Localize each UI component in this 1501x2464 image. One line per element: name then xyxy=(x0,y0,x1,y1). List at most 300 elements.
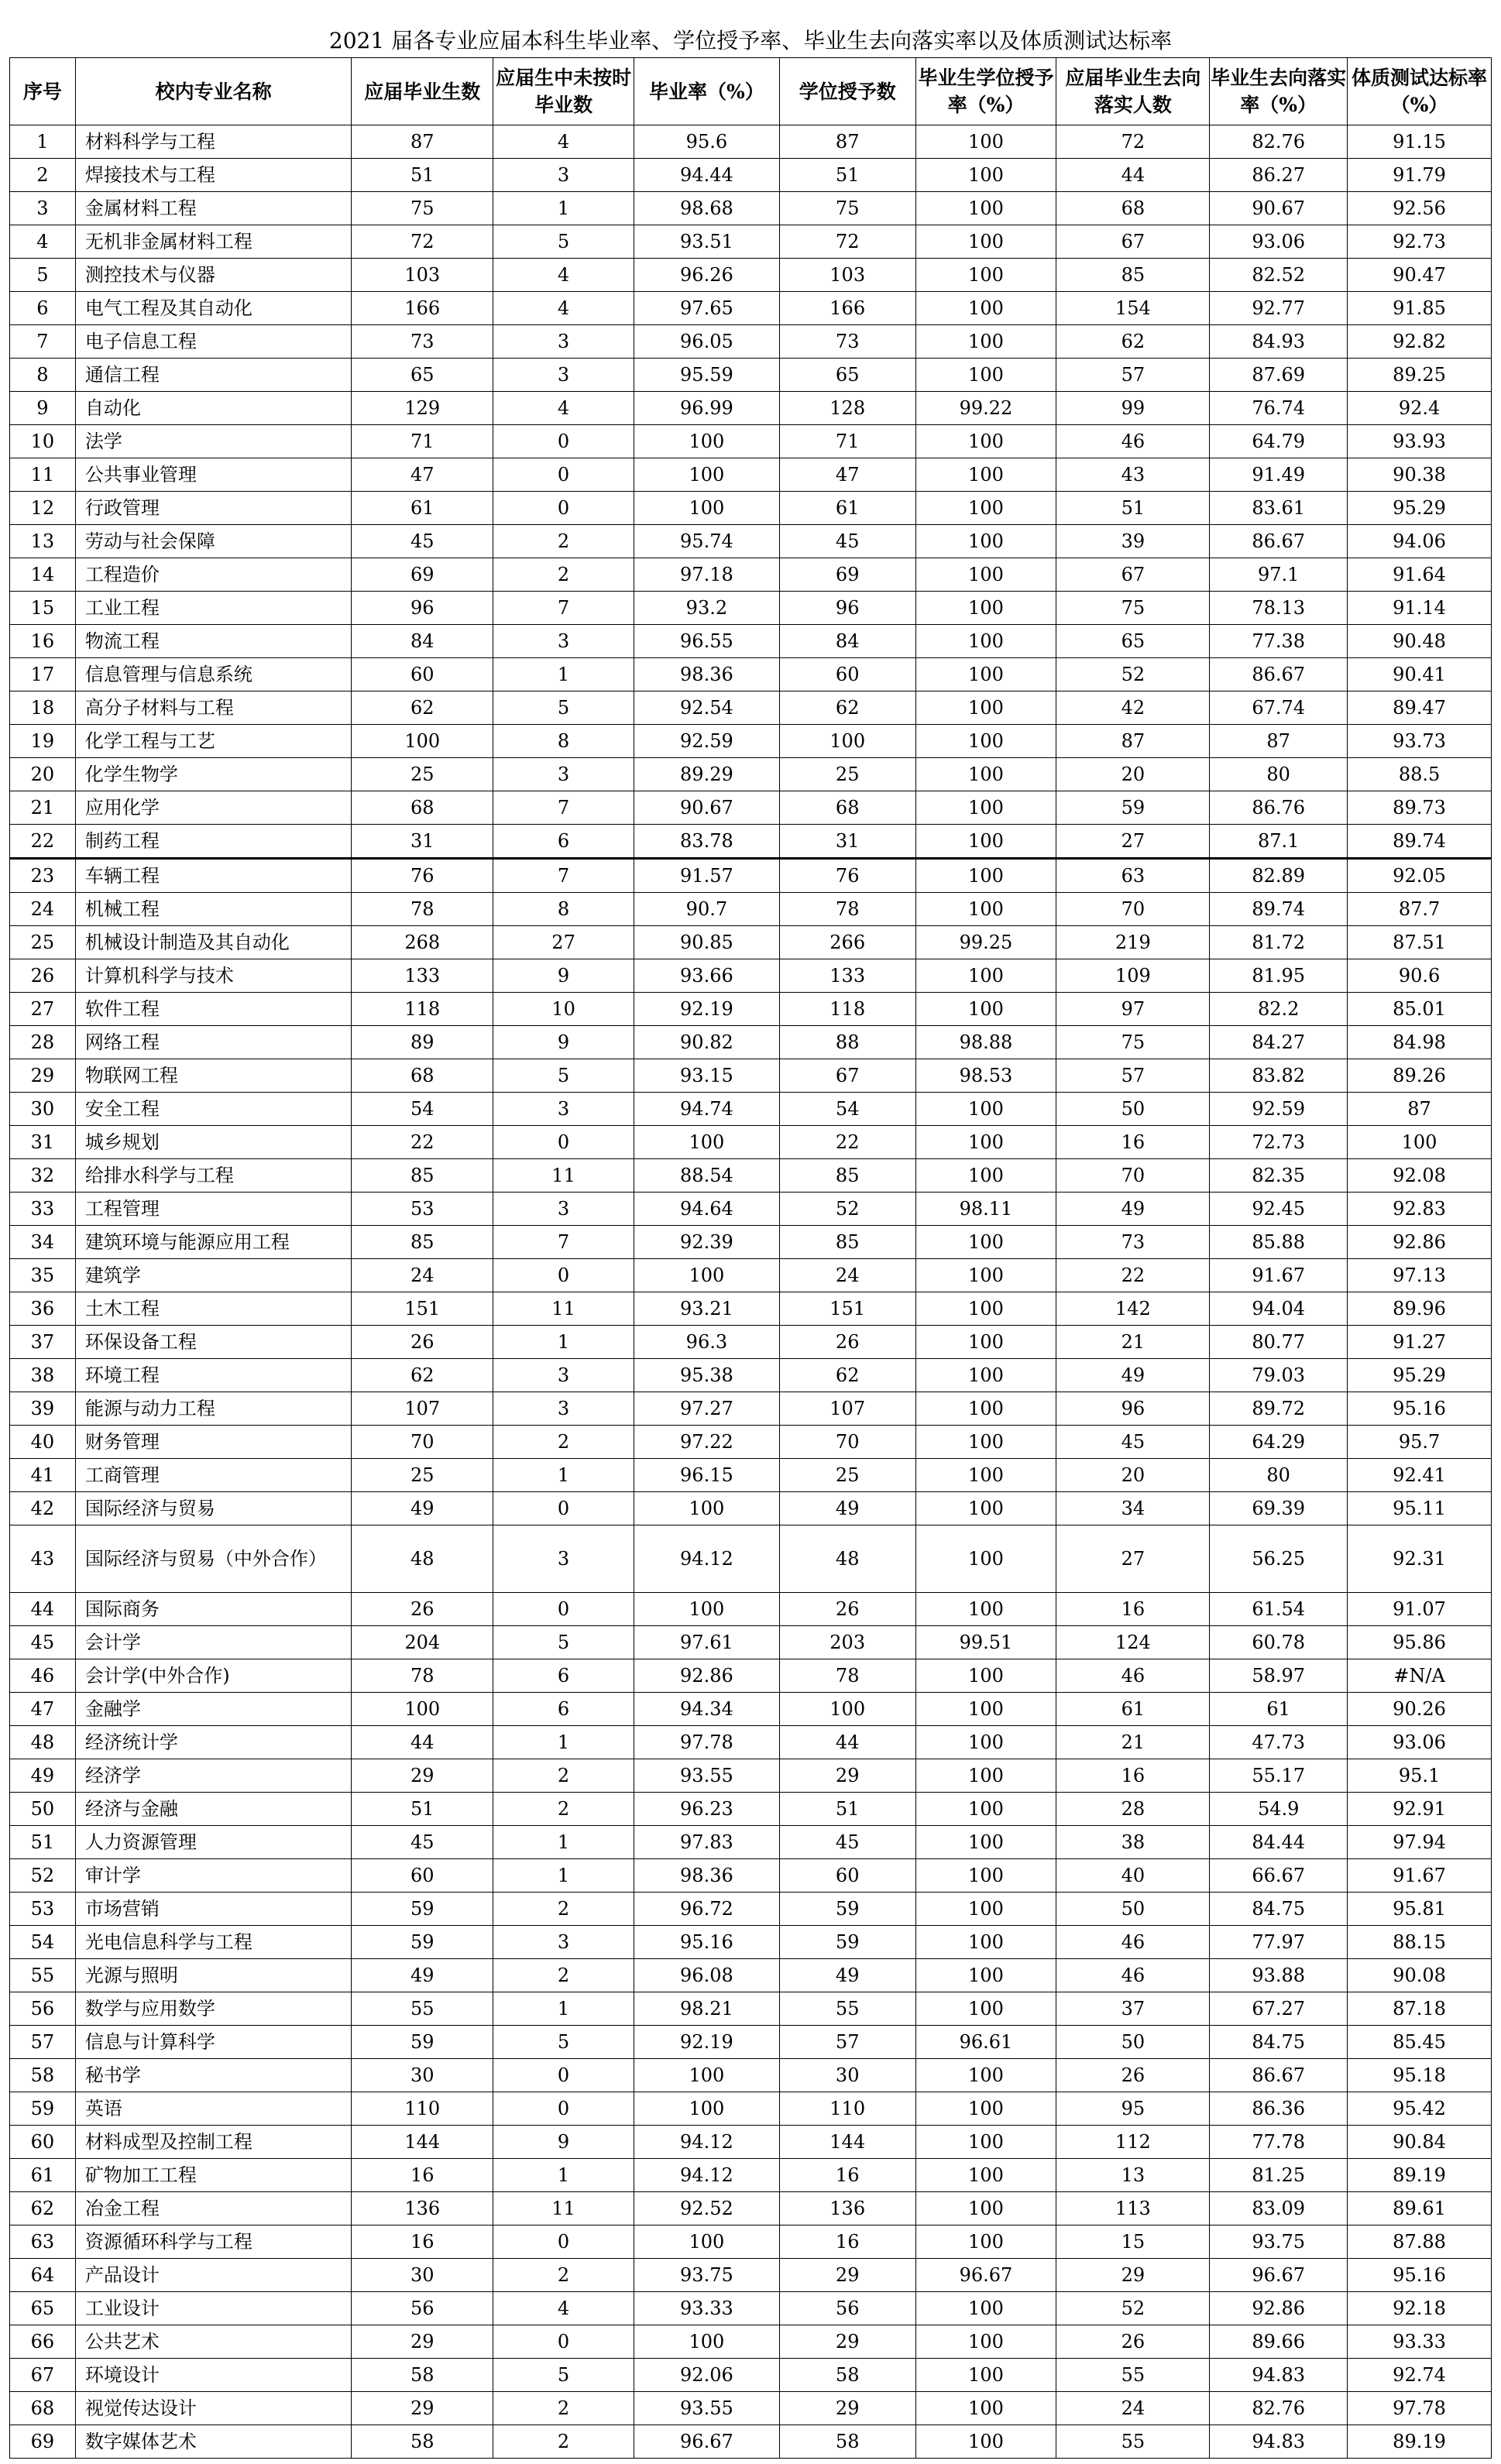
value-cell: 46 xyxy=(1056,1959,1210,1992)
value-cell: 2 xyxy=(493,2392,634,2425)
value-cell: 100 xyxy=(915,725,1056,758)
row-number-cell: 28 xyxy=(10,1026,76,1059)
value-cell: 54 xyxy=(352,1093,493,1126)
value-cell: 95.16 xyxy=(1348,1392,1492,1426)
row-number-cell: 38 xyxy=(10,1359,76,1392)
value-cell: 46 xyxy=(1056,1659,1210,1693)
major-name-cell: 冶金工程 xyxy=(75,2192,352,2225)
value-cell: 100 xyxy=(915,592,1056,625)
value-cell: 91.15 xyxy=(1348,125,1492,159)
value-cell: 59 xyxy=(352,1926,493,1959)
value-cell: 95.11 xyxy=(1348,1492,1492,1525)
value-cell: 21 xyxy=(1056,1326,1210,1359)
value-cell: 96.3 xyxy=(634,1326,779,1359)
value-cell: 96.61 xyxy=(915,2026,1056,2059)
row-number-cell: 41 xyxy=(10,1459,76,1492)
value-cell: 56.25 xyxy=(1210,1525,1348,1593)
value-cell: 64.79 xyxy=(1210,425,1348,458)
value-cell: 0 xyxy=(493,2225,634,2259)
value-cell: 0 xyxy=(493,492,634,525)
row-number-cell: 5 xyxy=(10,259,76,292)
row-number-cell: 21 xyxy=(10,791,76,825)
value-cell: 100 xyxy=(634,1593,779,1626)
value-cell: 60.78 xyxy=(1210,1626,1348,1659)
row-number-cell: 17 xyxy=(10,658,76,691)
value-cell: 97.65 xyxy=(634,292,779,325)
value-cell: 97.94 xyxy=(1348,1826,1492,1859)
major-name-cell: 焊接技术与工程 xyxy=(75,159,352,192)
value-cell: 88.5 xyxy=(1348,758,1492,791)
major-name-cell: 国际经济与贸易（中外合作） xyxy=(75,1525,352,1593)
value-cell: 93.93 xyxy=(1348,425,1492,458)
value-cell: 7 xyxy=(493,592,634,625)
value-cell: 75 xyxy=(1056,592,1210,625)
value-cell: 56 xyxy=(352,2292,493,2325)
value-cell: 11 xyxy=(493,1292,634,1326)
table-row xyxy=(10,425,1492,458)
value-cell: 9 xyxy=(493,1026,634,1059)
row-number-cell: 7 xyxy=(10,325,76,359)
table-row xyxy=(10,1992,1492,2026)
value-cell: 3 xyxy=(493,1525,634,1593)
value-cell: 2 xyxy=(493,1959,634,1992)
value-cell: 58.97 xyxy=(1210,1659,1348,1693)
value-cell: 22 xyxy=(779,1126,915,1159)
value-cell: 98.36 xyxy=(634,1859,779,1893)
row-number-cell: 46 xyxy=(10,1659,76,1693)
value-cell: 144 xyxy=(352,2126,493,2159)
value-cell: 100 xyxy=(779,725,915,758)
major-name-cell: 化学生物学 xyxy=(75,758,352,791)
value-cell: 100 xyxy=(915,492,1056,525)
row-number-cell: 64 xyxy=(10,2259,76,2292)
value-cell: 94.34 xyxy=(634,1693,779,1726)
value-cell: 95.6 xyxy=(634,125,779,159)
major-name-cell: 金属材料工程 xyxy=(75,192,352,225)
value-cell: 60 xyxy=(352,1859,493,1893)
value-cell: 100 xyxy=(634,2092,779,2126)
value-cell: 90.48 xyxy=(1348,625,1492,658)
value-cell: 124 xyxy=(1056,1626,1210,1659)
value-cell: 95.29 xyxy=(1348,1359,1492,1392)
table-row xyxy=(10,1292,1492,1326)
value-cell: 10 xyxy=(493,993,634,1026)
value-cell: 100 xyxy=(634,425,779,458)
value-cell: 16 xyxy=(1056,1593,1210,1626)
value-cell: 97.27 xyxy=(634,1392,779,1426)
row-number-cell: 27 xyxy=(10,993,76,1026)
value-cell: 100 xyxy=(915,1259,1056,1292)
value-cell: 96.26 xyxy=(634,259,779,292)
value-cell: 84.98 xyxy=(1348,1026,1492,1059)
value-cell: 82.35 xyxy=(1210,1159,1348,1193)
value-cell: 112 xyxy=(1056,2126,1210,2159)
value-cell: 100 xyxy=(915,959,1056,993)
major-name-cell: 环境设计 xyxy=(75,2359,352,2392)
value-cell: 57 xyxy=(1056,1059,1210,1093)
value-cell: 96.23 xyxy=(634,1793,779,1826)
major-name-cell: 城乡规划 xyxy=(75,1126,352,1159)
row-number-cell: 44 xyxy=(10,1593,76,1626)
row-number-cell: 60 xyxy=(10,2126,76,2159)
value-cell: 100 xyxy=(915,1659,1056,1693)
value-cell: 92.59 xyxy=(634,725,779,758)
value-cell: 84 xyxy=(352,625,493,658)
value-cell: 83.78 xyxy=(634,825,779,859)
table-row xyxy=(10,1626,1492,1659)
value-cell: 20 xyxy=(1056,758,1210,791)
value-cell: 100 xyxy=(779,1693,915,1726)
value-cell: 59 xyxy=(779,1893,915,1926)
value-cell: 92.18 xyxy=(1348,2292,1492,2325)
value-cell: 1 xyxy=(493,192,634,225)
value-cell: 92.86 xyxy=(1348,1226,1492,1259)
value-cell: 80.77 xyxy=(1210,1326,1348,1359)
value-cell: 118 xyxy=(779,993,915,1026)
value-cell: 96.55 xyxy=(634,625,779,658)
value-cell: 128 xyxy=(779,392,915,425)
value-cell: 84.75 xyxy=(1210,2026,1348,2059)
value-cell: 69 xyxy=(352,558,493,592)
value-cell: 93.06 xyxy=(1348,1726,1492,1759)
value-cell: 70 xyxy=(1056,893,1210,926)
table-row xyxy=(10,1492,1492,1525)
value-cell: 3 xyxy=(493,325,634,359)
table-row xyxy=(10,691,1492,725)
major-name-cell: 工业设计 xyxy=(75,2292,352,2325)
value-cell: 92.52 xyxy=(634,2192,779,2225)
value-cell: 72 xyxy=(1056,125,1210,159)
value-cell: 3 xyxy=(493,1193,634,1226)
row-number-cell: 45 xyxy=(10,1626,76,1659)
value-cell: 95.86 xyxy=(1348,1626,1492,1659)
value-cell: 219 xyxy=(1056,926,1210,959)
major-name-cell: 光源与照明 xyxy=(75,1959,352,1992)
value-cell: 100 xyxy=(634,2325,779,2359)
value-cell: 69.39 xyxy=(1210,1492,1348,1525)
value-cell: 92.08 xyxy=(1348,1159,1492,1193)
value-cell: 84.27 xyxy=(1210,1026,1348,1059)
value-cell: 86.36 xyxy=(1210,2092,1348,2126)
table-row xyxy=(10,225,1492,259)
value-cell: 110 xyxy=(352,2092,493,2126)
table-row xyxy=(10,2225,1492,2259)
value-cell: 100 xyxy=(915,1859,1056,1893)
value-cell: 98.88 xyxy=(915,1026,1056,1059)
value-cell: 94.12 xyxy=(634,1525,779,1593)
value-cell: 4 xyxy=(493,392,634,425)
value-cell: 100 xyxy=(915,1992,1056,2026)
value-cell: 144 xyxy=(779,2126,915,2159)
value-cell: 26 xyxy=(1056,2059,1210,2092)
value-cell: 7 xyxy=(493,791,634,825)
value-cell: 86.27 xyxy=(1210,159,1348,192)
table-row xyxy=(10,1793,1492,1826)
table-row xyxy=(10,2092,1492,2126)
value-cell: 46 xyxy=(1056,1926,1210,1959)
value-cell: 50 xyxy=(1056,2026,1210,2059)
value-cell: 65 xyxy=(352,359,493,392)
value-cell: 52 xyxy=(1056,658,1210,691)
value-cell: 26 xyxy=(352,1593,493,1626)
value-cell: 93.75 xyxy=(1210,2225,1348,2259)
value-cell: 95.74 xyxy=(634,525,779,558)
value-cell: 90.67 xyxy=(1210,192,1348,225)
value-cell: 93.88 xyxy=(1210,1959,1348,1992)
table-row xyxy=(10,592,1492,625)
row-number-cell: 34 xyxy=(10,1226,76,1259)
table-row xyxy=(10,2359,1492,2392)
value-cell: 1 xyxy=(493,1826,634,1859)
value-cell: 3 xyxy=(493,1926,634,1959)
major-name-cell: 产品设计 xyxy=(75,2259,352,2292)
value-cell: 100 xyxy=(915,1525,1056,1593)
value-cell: 59 xyxy=(352,2026,493,2059)
table-row xyxy=(10,1759,1492,1793)
major-name-cell: 数学与应用数学 xyxy=(75,1992,352,2026)
value-cell: 95.7 xyxy=(1348,1426,1492,1459)
major-name-cell: 车辆工程 xyxy=(75,859,352,893)
row-number-cell: 35 xyxy=(10,1259,76,1292)
value-cell: 67 xyxy=(1056,225,1210,259)
value-cell: 8 xyxy=(493,725,634,758)
value-cell: 16 xyxy=(1056,1126,1210,1159)
value-cell: 55 xyxy=(1056,2425,1210,2459)
table-row xyxy=(10,1159,1492,1193)
row-number-cell: 51 xyxy=(10,1826,76,1859)
value-cell: 59 xyxy=(352,1893,493,1926)
value-cell: 73 xyxy=(352,325,493,359)
value-cell: 72 xyxy=(352,225,493,259)
row-number-cell: 18 xyxy=(10,691,76,725)
major-name-cell: 资源循环科学与工程 xyxy=(75,2225,352,2259)
value-cell: 0 xyxy=(493,2092,634,2126)
value-cell: 87 xyxy=(1210,725,1348,758)
row-number-cell: 42 xyxy=(10,1492,76,1525)
value-cell: 93.66 xyxy=(634,959,779,993)
row-number-cell: 32 xyxy=(10,1159,76,1193)
value-cell: 100 xyxy=(915,1926,1056,1959)
value-cell: 96.67 xyxy=(915,2259,1056,2292)
table-row xyxy=(10,1693,1492,1726)
value-cell: 85 xyxy=(1056,259,1210,292)
value-cell: 97.22 xyxy=(634,1426,779,1459)
value-cell: 79.03 xyxy=(1210,1359,1348,1392)
value-cell: 26 xyxy=(352,1326,493,1359)
value-cell: 6 xyxy=(493,825,634,859)
table-row xyxy=(10,492,1492,525)
value-cell: 68 xyxy=(779,791,915,825)
table-body xyxy=(10,125,1492,2459)
value-cell: 51 xyxy=(352,1793,493,1826)
table-row xyxy=(10,2392,1492,2425)
value-cell: 34 xyxy=(1056,1492,1210,1525)
value-cell: 72 xyxy=(779,225,915,259)
row-number-cell: 33 xyxy=(10,1193,76,1226)
value-cell: 100 xyxy=(915,2392,1056,2425)
value-cell: 94.64 xyxy=(634,1193,779,1226)
value-cell: 98.68 xyxy=(634,192,779,225)
value-cell: 92.56 xyxy=(1348,192,1492,225)
value-cell: 24 xyxy=(352,1259,493,1292)
table-row xyxy=(10,192,1492,225)
value-cell: 100 xyxy=(915,1826,1056,1859)
value-cell: 100 xyxy=(915,425,1056,458)
table-row xyxy=(10,1259,1492,1292)
value-cell: 91.67 xyxy=(1348,1859,1492,1893)
value-cell: 49 xyxy=(352,1959,493,1992)
major-name-cell: 应用化学 xyxy=(75,791,352,825)
value-cell: 61 xyxy=(1056,1693,1210,1726)
value-cell: 2 xyxy=(493,2425,634,2459)
value-cell: 96.72 xyxy=(634,1893,779,1926)
value-cell: 92.73 xyxy=(1348,225,1492,259)
value-cell: 2 xyxy=(493,2259,634,2292)
value-cell: 3 xyxy=(493,758,634,791)
value-cell: 27 xyxy=(1056,1525,1210,1593)
value-cell: 91.07 xyxy=(1348,1593,1492,1626)
value-cell: 90.26 xyxy=(1348,1693,1492,1726)
value-cell: 100 xyxy=(915,1392,1056,1426)
value-cell: 87.51 xyxy=(1348,926,1492,959)
value-cell: 100 xyxy=(915,625,1056,658)
major-name-cell: 机械工程 xyxy=(75,893,352,926)
row-number-cell: 48 xyxy=(10,1726,76,1759)
table-row xyxy=(10,1326,1492,1359)
value-cell: 97.1 xyxy=(1210,558,1348,592)
value-cell: 0 xyxy=(493,2059,634,2092)
value-cell: 91.85 xyxy=(1348,292,1492,325)
value-cell: 98.36 xyxy=(634,658,779,691)
document-title: 2021 届各专业应届本科生毕业率、学位授予率、毕业生去向落实率以及体质测试达标率 xyxy=(328,27,1173,53)
value-cell: 97.83 xyxy=(634,1826,779,1859)
value-cell: 136 xyxy=(352,2192,493,2225)
value-cell: 80 xyxy=(1210,1459,1348,1492)
value-cell: 45 xyxy=(779,1826,915,1859)
value-cell: 89.61 xyxy=(1348,2192,1492,2225)
value-cell: 0 xyxy=(493,2325,634,2359)
value-cell: 70 xyxy=(1056,1159,1210,1193)
value-cell: 29 xyxy=(1056,2259,1210,2292)
value-cell: 100 xyxy=(915,525,1056,558)
value-cell: 97.78 xyxy=(1348,2392,1492,2425)
value-cell: 100 xyxy=(915,658,1056,691)
value-cell: 85.45 xyxy=(1348,2026,1492,2059)
major-name-cell: 会计学 xyxy=(75,1626,352,1659)
value-cell: 94.74 xyxy=(634,1093,779,1126)
table-row xyxy=(10,558,1492,592)
value-cell: 2 xyxy=(493,1426,634,1459)
value-cell: 166 xyxy=(779,292,915,325)
table-row xyxy=(10,125,1492,159)
value-cell: 94.44 xyxy=(634,159,779,192)
row-number-cell: 24 xyxy=(10,893,76,926)
value-cell: 99.51 xyxy=(915,1626,1056,1659)
value-cell: 30 xyxy=(779,2059,915,2092)
value-cell: 67 xyxy=(1056,558,1210,592)
value-cell: 58 xyxy=(352,2359,493,2392)
value-cell: 87.1 xyxy=(1210,825,1348,859)
value-cell: 100 xyxy=(915,359,1056,392)
value-cell: 93.33 xyxy=(634,2292,779,2325)
value-cell: 9 xyxy=(493,959,634,993)
major-name-cell: 环境工程 xyxy=(75,1359,352,1392)
value-cell: 98.21 xyxy=(634,1992,779,2026)
value-cell: 51 xyxy=(779,159,915,192)
value-cell: 92.19 xyxy=(634,993,779,1026)
value-cell: 100 xyxy=(915,1959,1056,1992)
column-header: 应届毕业生去向落实人数 xyxy=(1056,58,1210,125)
value-cell: 3 xyxy=(493,159,634,192)
value-cell: 96.67 xyxy=(1210,2259,1348,2292)
table-row xyxy=(10,392,1492,425)
value-cell: 90.67 xyxy=(634,791,779,825)
value-cell: 92.41 xyxy=(1348,1459,1492,1492)
value-cell: 56 xyxy=(779,2292,915,2325)
table-row xyxy=(10,1893,1492,1926)
value-cell: 96 xyxy=(779,592,915,625)
value-cell: 5 xyxy=(493,2026,634,2059)
value-cell: #N/A xyxy=(1348,1659,1492,1693)
value-cell: 52 xyxy=(1056,2292,1210,2325)
value-cell: 100 xyxy=(634,2059,779,2092)
major-name-cell: 金融学 xyxy=(75,1693,352,1726)
value-cell: 87 xyxy=(779,125,915,159)
value-cell: 52 xyxy=(779,1193,915,1226)
table-row xyxy=(10,1226,1492,1259)
value-cell: 69 xyxy=(779,558,915,592)
row-number-cell: 3 xyxy=(10,192,76,225)
value-cell: 0 xyxy=(493,458,634,492)
value-cell: 98.53 xyxy=(915,1059,1056,1093)
major-name-cell: 物联网工程 xyxy=(75,1059,352,1093)
value-cell: 49 xyxy=(1056,1193,1210,1226)
value-cell: 4 xyxy=(493,259,634,292)
value-cell: 50 xyxy=(1056,1093,1210,1126)
value-cell: 96.67 xyxy=(634,2425,779,2459)
table-row xyxy=(10,1459,1492,1492)
major-name-cell: 建筑环境与能源应用工程 xyxy=(75,1226,352,1259)
value-cell: 83.61 xyxy=(1210,492,1348,525)
table-row xyxy=(10,791,1492,825)
column-header: 应届生中未按时毕业数 xyxy=(493,58,634,125)
value-cell: 100 xyxy=(915,859,1056,893)
value-cell: 89 xyxy=(352,1026,493,1059)
value-cell: 97.78 xyxy=(634,1726,779,1759)
table-row xyxy=(10,758,1492,791)
value-cell: 1 xyxy=(493,2159,634,2192)
value-cell: 100 xyxy=(915,2292,1056,2325)
value-cell: 78.13 xyxy=(1210,592,1348,625)
row-number-cell: 25 xyxy=(10,926,76,959)
row-number-cell: 47 xyxy=(10,1693,76,1726)
table-row xyxy=(10,525,1492,558)
row-number-cell: 8 xyxy=(10,359,76,392)
value-cell: 76.74 xyxy=(1210,392,1348,425)
table-row xyxy=(10,1026,1492,1059)
row-number-cell: 63 xyxy=(10,2225,76,2259)
value-cell: 100 xyxy=(915,2192,1056,2225)
value-cell: 154 xyxy=(1056,292,1210,325)
row-number-cell: 57 xyxy=(10,2026,76,2059)
value-cell: 100 xyxy=(915,192,1056,225)
value-cell: 97.13 xyxy=(1348,1259,1492,1292)
value-cell: 100 xyxy=(634,458,779,492)
major-name-cell: 秘书学 xyxy=(75,2059,352,2092)
value-cell: 64.29 xyxy=(1210,1426,1348,1459)
value-cell: 95 xyxy=(1056,2092,1210,2126)
value-cell: 100 xyxy=(915,2325,1056,2359)
